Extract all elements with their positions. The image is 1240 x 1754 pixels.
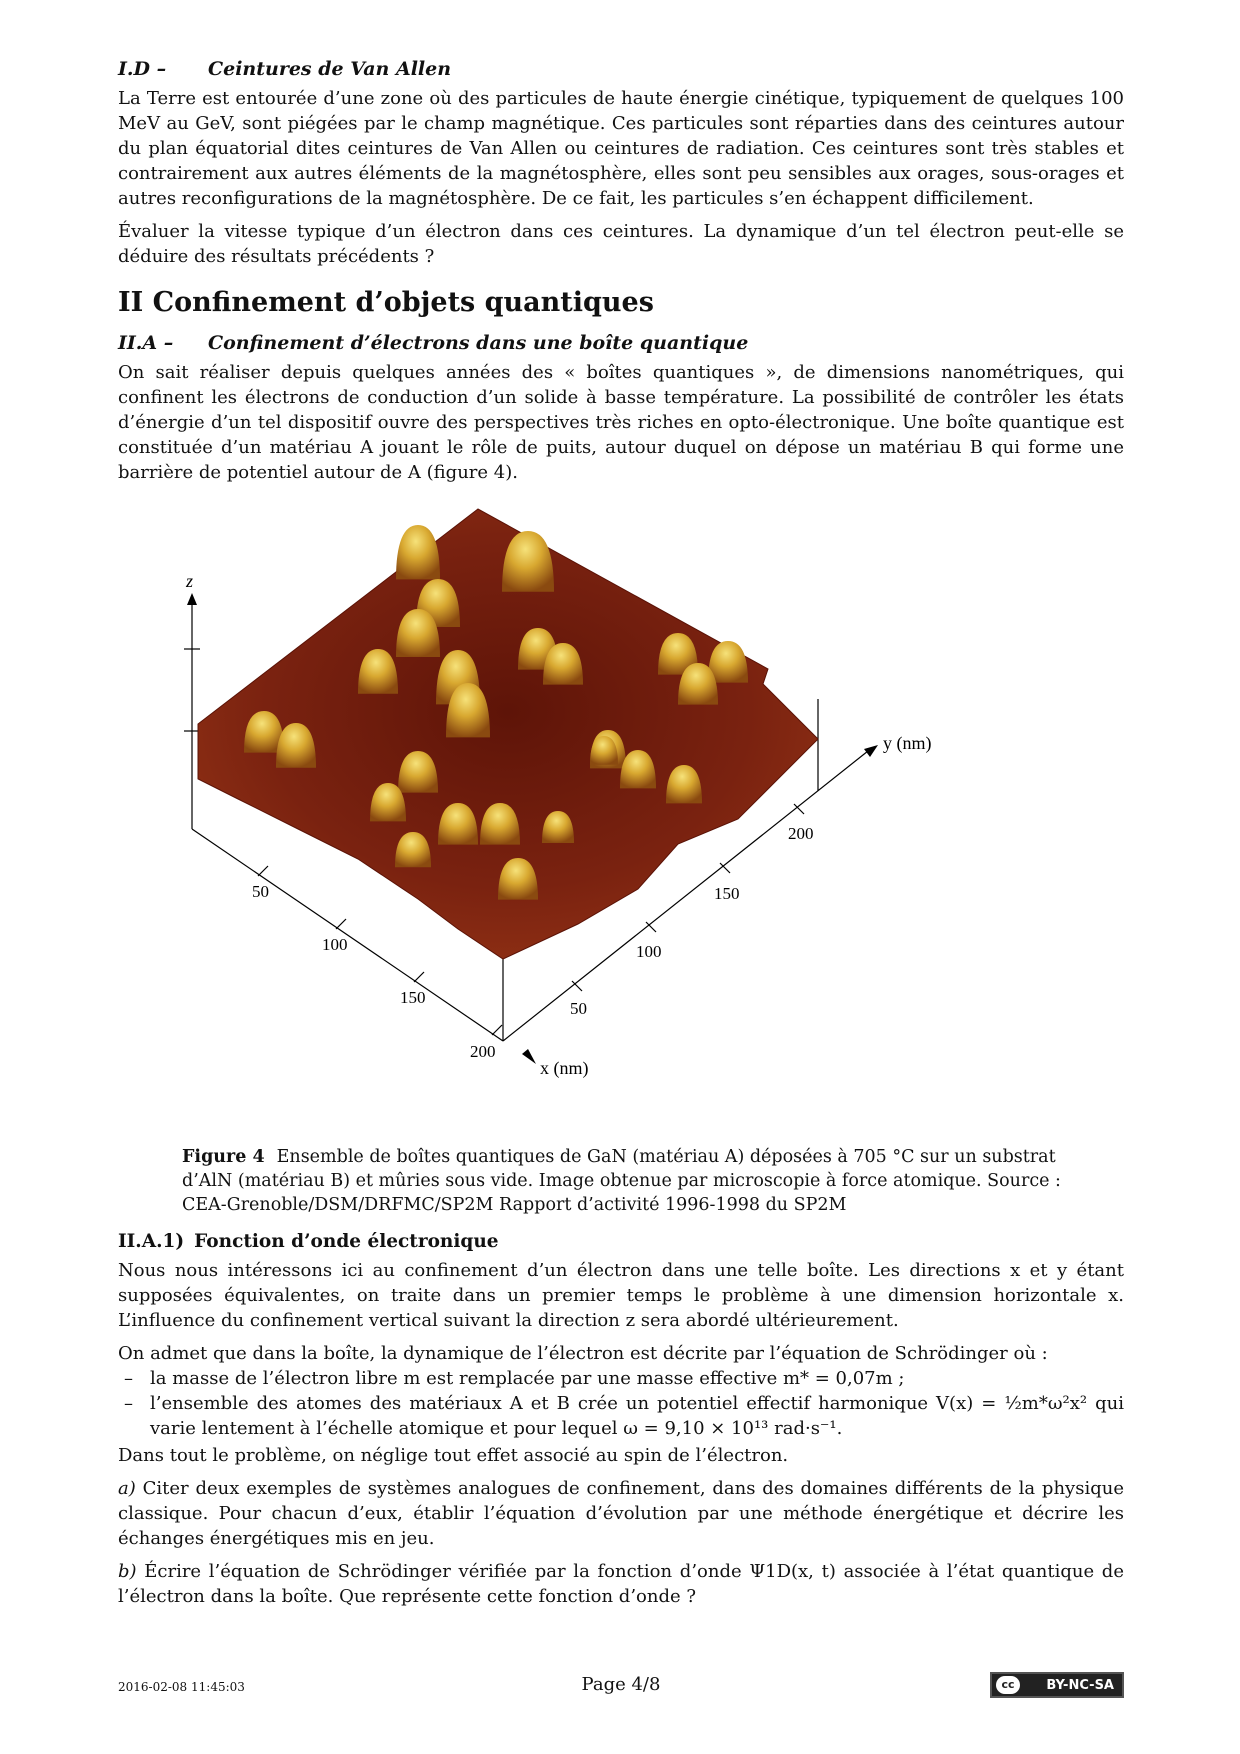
z-axis-label: z [186, 571, 194, 591]
afm-surface-plot [118, 499, 1124, 1139]
section-heading-IIA [118, 332, 1124, 354]
page-content [118, 58, 1124, 1617]
subsection-number: II.A.1) [118, 1231, 185, 1252]
y-tick-label: 200 [788, 824, 814, 843]
paragraph: Nous nous intéressons ici au confinement d’un électron dans une telle boîte. Les directions x et y étant supposées équivalentes, on traite dans un premier temps le problème à une dimension horizontale x. L’influence du confinement vertical suivant la direction z sera abordé ultérieurement. [118, 1260, 1124, 1331]
quantum-dot [396, 525, 440, 579]
question-b [118, 1559, 1124, 1609]
paragraph: Dans tout le problème, on néglige tout effet associé au spin de l’électron. [118, 1445, 789, 1466]
paragraph: Évaluer la vitesse typique d’un électron dans ces ceintures. La dynamique d’un tel électron peut-elle se déduire des résultats précédents ? [118, 221, 1124, 267]
subsection-title: Fonction d’onde électronique [194, 1231, 499, 1252]
figure-caption [182, 1145, 1064, 1217]
section-title: Confinement d’électrons dans une boîte quantique [208, 332, 749, 354]
license-text: BY-NC-SA [1046, 1677, 1114, 1693]
paragraph: On sait réaliser depuis quelques années des « boîtes quantiques », de dimensions nanométriques, qui confinent les électrons de conduction d’un solide à basse température. La possibilité de contrôler les états d’énergie d’un tel dispositif ouvre des perspectives très riches en opto-électronique. Une boîte quantique est constituée d’un matériau A jouant le rôle de puits, autour duquel on dépose un matériau B qui forme une barrière de potentiel autour de A (figure 4). [118, 362, 1124, 483]
y-tick-label: 150 [714, 884, 740, 903]
subsection-heading [118, 1231, 1124, 1252]
assumption-list [118, 1366, 1124, 1441]
x-tick-label: 200 [470, 1042, 496, 1061]
timestamp: 2016-02-08 11:45:03 [118, 1680, 245, 1694]
y-tick-label: 100 [636, 942, 662, 961]
y-tick-label: 50 [570, 999, 587, 1018]
question-a [118, 1476, 1124, 1551]
section-title: Ceintures de Van Allen [208, 58, 452, 80]
list-item: – la masse de l’électron libre m est remplacée par une masse effective m* = 0,07m ; [118, 1366, 1124, 1391]
list-item: – l’ensemble des atomes des matériaux A et B crée un potentiel effectif harmonique V(x) = ½m*ω²x² qui varie lentement à l’échelle atomique et pour lequel ω = 9,10 × 10¹³ rad·s⁻¹. [118, 1391, 1124, 1441]
question-label: b) [118, 1561, 137, 1582]
chapter-title: II Confinement d’objets quantiques [118, 287, 654, 318]
section-number: II.A – [118, 332, 174, 354]
question-text: Citer deux exemples de systèmes analogues de confinement, dans des domaines différents de la physique classique. Pour chacun d’eux, établir l’équation d’évolution par une méthode énergétique et décrire les échanges énergétiques mis en jeu. [118, 1478, 1124, 1549]
x-axis-label: x (nm) [540, 1058, 589, 1078]
page-footer [118, 1672, 1124, 1702]
license-badge[interactable] [990, 1672, 1124, 1698]
y-axis-label: y (nm) [883, 733, 932, 753]
x-tick-label: 100 [322, 935, 348, 954]
question-text: Écrire l’équation de Schrödinger vérifiée par la fonction d’onde Ψ1D(x, t) associée à l’état quantique de l’électron dans la boîte. Que représente cette fonction d’onde ? [118, 1561, 1124, 1607]
paragraph: La Terre est entourée d’une zone où des particules de haute énergie cinétique, typiquement de quelques 100 MeV au GeV, sont piégées par le champ magnétique. Ces particules sont réparties dans des ceintures autour du plan équatorial dites ceintures de Van Allen ou ceintures de radiation. Ces ceintures sont très stables et contrairement aux autres éléments de la magnétosphère, elles sont peu sensibles aux orages, sous-orages et autres reconfigurations de la magnétosphère. De ce fait, les particules s’en échappent difficilement. [118, 88, 1124, 209]
paragraph: On admet que dans la boîte, la dynamique de l’électron est décrite par l’équation de Schrödinger où : [118, 1343, 1048, 1364]
page-number: Page 4/8 [581, 1674, 661, 1695]
caption-label: Figure 4 [182, 1147, 265, 1167]
x-tick-label: 50 [252, 882, 269, 901]
section-number: I.D – [118, 58, 167, 80]
x-tick-label: 150 [400, 988, 426, 1007]
caption-text: Ensemble de boîtes quantiques de GaN (matériau A) déposées à 705 °C sur un substrat d’AlN (matériau B) et mûries sous vide. Image obtenue par microscopie à force atomique. Source : CEA-Grenoble/DSM/DRFMC/SP2M Rapport d’activité 1996-1998 du SP2M [182, 1147, 1061, 1215]
question-label: a) [118, 1478, 136, 1499]
figure-4 [118, 499, 1124, 1139]
cc-icon: cc [996, 1676, 1020, 1694]
section-heading-ID [118, 58, 1124, 80]
